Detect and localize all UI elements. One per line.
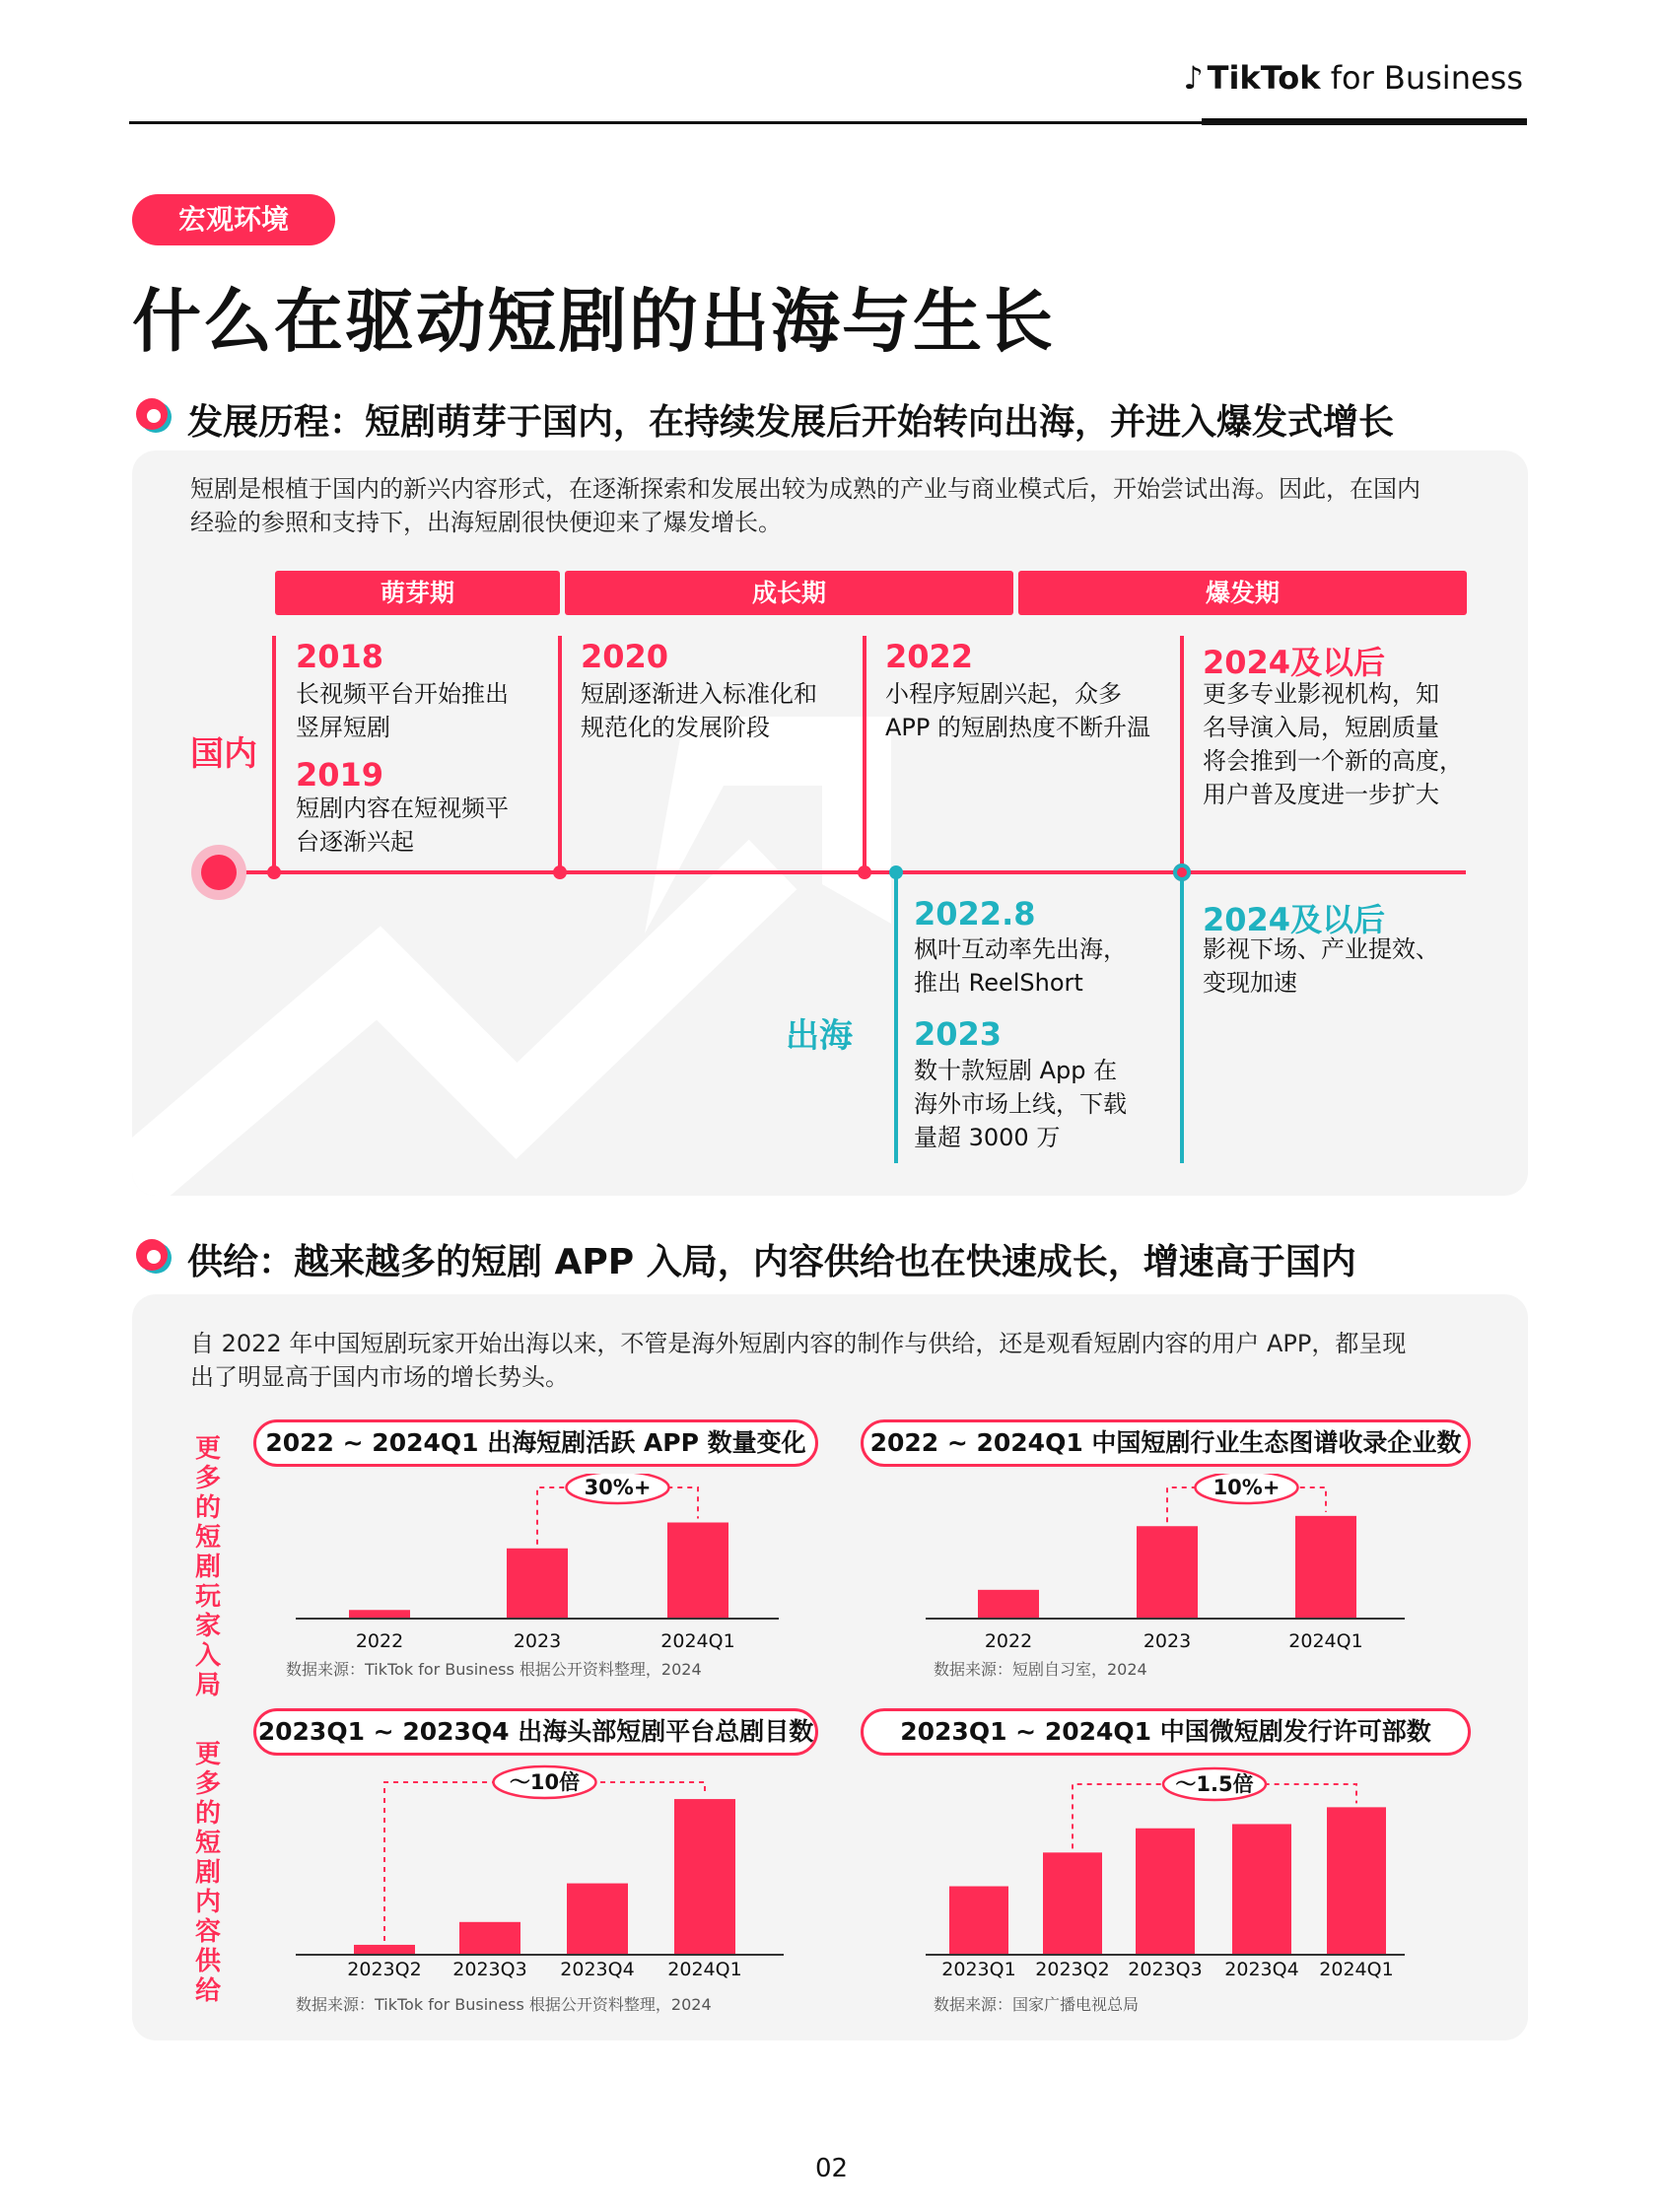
tiktok-note-icon: ♪ (1183, 59, 1204, 97)
bar (1136, 1829, 1195, 1955)
timeline-dot-overseas (889, 865, 903, 879)
chart1-source: 数据来源：TikTok for Business 根据公开资料整理，2024 (286, 1660, 702, 1679)
x-tick-label: 2023Q2 (1035, 1959, 1110, 1979)
growth-annotation: ～10倍 (509, 1770, 581, 1794)
domestic-year: 2020 (581, 638, 669, 675)
chart3-source: 数据来源：TikTok for Business 根据公开资料整理，2024 (296, 1995, 712, 2014)
bar (1327, 1807, 1386, 1955)
domestic-year: 2019 (296, 756, 384, 794)
section1-heading: 发展历程：短剧萌芽于国内，在持续发展后开始转向出海，并进入爆发式增长 (187, 402, 1395, 443)
x-tick-label: 2024Q1 (1288, 1630, 1363, 1652)
growth-annotation: 30%+ (584, 1476, 652, 1499)
overseas-desc: 数十款短剧 App 在 海外市场上线，下载 量超 3000 万 (914, 1057, 1127, 1151)
domestic-label: 国内 (190, 734, 257, 774)
timeline-tick (272, 636, 276, 872)
timeline-dot (858, 865, 871, 879)
chart3-bar-chart (291, 1764, 794, 1979)
overseas-desc: 影视下场、产业提效、 变现加速 (1203, 935, 1439, 997)
chart4-bar-chart (922, 1764, 1415, 1979)
vertical-label-players: 更 多 的 短 剧 玩 家 入 局 (194, 1434, 221, 1700)
growth-annotation: ～1.5倍 (1175, 1772, 1254, 1796)
overseas-label: 出海 (786, 1016, 853, 1056)
x-tick-label: 2023Q4 (1224, 1959, 1299, 1979)
timeline-dot (553, 865, 567, 879)
domestic-year: 2018 (296, 638, 384, 675)
chart3-title: 2023Q1 ~ 2023Q4 出海头部短剧平台总剧目数 (253, 1708, 818, 1756)
tiktok-dot-icon (132, 394, 175, 438)
x-tick-label: 2022 (355, 1630, 404, 1652)
vertical-label-content: 更 多 的 短 剧 内 容 供 给 (194, 1740, 221, 2006)
phase-growth: 成长期 (565, 571, 1013, 615)
x-tick-label: 2023Q4 (560, 1959, 635, 1979)
chart4-source: 数据来源：国家广播电视总局 (934, 1995, 1140, 2014)
phase-sprout: 萌芽期 (275, 571, 560, 615)
domestic-desc: 小程序短剧兴起，众多 APP 的短剧热度不断升温 (885, 680, 1150, 741)
header-rule-accent (1202, 118, 1527, 125)
page-number: 02 (814, 2154, 849, 2183)
domestic-desc: 更多专业影视机构，知 名导演入局，短剧质量 将会推到一个新的高度， 用户普及度进一步扩大 (1203, 680, 1463, 808)
chart4-title: 2023Q1 ~ 2024Q1 中国微短剧发行许可部数 (861, 1708, 1471, 1756)
chart2-title: 2022 ~ 2024Q1 中国短剧行业生态图谱收录企业数 (861, 1419, 1471, 1467)
x-tick-label: 2023Q2 (347, 1959, 422, 1979)
overseas-year: 2023 (914, 1015, 1003, 1053)
bar (1137, 1526, 1198, 1619)
chart1-bar-chart (286, 1474, 789, 1657)
chart1-title: 2022 ~ 2024Q1 出海短剧活跃 APP 数量变化 (253, 1419, 818, 1467)
tiktok-dot-icon (132, 1235, 175, 1279)
timeline-tick (558, 636, 562, 872)
x-tick-label: 2023Q3 (452, 1959, 527, 1979)
chart2-bar-chart (922, 1474, 1415, 1657)
bar (667, 1523, 728, 1620)
section-tag: 宏观环境 (132, 194, 335, 245)
bar (459, 1922, 520, 1955)
bar (1232, 1824, 1291, 1955)
timeline-dot-both (1173, 864, 1191, 881)
brand-logo (1183, 59, 1523, 97)
growth-bracket (384, 1782, 705, 1941)
overseas-desc: 枫叶互动率先出海， 推出 ReelShort (914, 935, 1127, 997)
overseas-year: 2022.8 (914, 895, 1036, 933)
timeline-tick (863, 636, 866, 872)
bar (978, 1590, 1039, 1619)
chart2-source: 数据来源：短剧自习室，2024 (934, 1660, 1147, 1679)
domestic-desc: 短剧内容在短视频平 台逐渐兴起 (296, 795, 509, 856)
section2-intro-line1: 自 2022 年中国短剧玩家开始出海以来，不管是海外短剧内容的制作与供给，还是观看短剧内容的用户 APP，都呈现 (190, 1330, 1407, 1357)
section1-intro-line2: 经验的参照和支持下，出海短剧很快便迎来了爆发增长。 (190, 509, 782, 536)
x-tick-label: 2023 (1143, 1630, 1192, 1652)
x-tick-label: 2024Q1 (660, 1630, 735, 1652)
bar (507, 1549, 568, 1619)
brand-main: TikTok (1207, 59, 1321, 97)
overseas-year: 2024及以后 (1203, 901, 1386, 938)
x-tick-label: 2023 (513, 1630, 562, 1652)
timeline-start-dot (201, 855, 237, 890)
section2-heading: 供给：越来越多的短剧 APP 入局，内容供给也在快速成长，增速高于国内 (187, 1242, 1356, 1282)
domestic-year: 2024及以后 (1203, 644, 1386, 681)
section1-intro-line1: 短剧是根植于国内的新兴内容形式，在逐渐探索和发展出较为成熟的产业与商业模式后，开始尝试出海。因此，在国内 (190, 475, 1420, 503)
timeline-tick (1180, 636, 1184, 872)
timeline-axis (195, 870, 1466, 874)
x-tick-label: 2024Q1 (667, 1959, 742, 1979)
x-tick-label: 2023Q1 (941, 1959, 1016, 1979)
page-title: 什么在驱动短剧的出海与生长 (132, 281, 1055, 362)
bar (674, 1799, 735, 1955)
domestic-year: 2022 (885, 638, 974, 675)
domestic-desc: 短剧逐渐进入标准化和 规范化的发展阶段 (581, 680, 817, 741)
bar (949, 1887, 1008, 1955)
bar (354, 1945, 415, 1955)
x-tick-label: 2024Q1 (1319, 1959, 1394, 1979)
x-tick-label: 2023Q3 (1128, 1959, 1203, 1979)
bar (567, 1884, 628, 1955)
bar (1043, 1852, 1102, 1955)
section2-intro-line2: 出了明显高于国内市场的增长势头。 (190, 1363, 569, 1391)
phase-boom: 爆发期 (1018, 571, 1467, 615)
x-tick-label: 2022 (984, 1630, 1033, 1652)
timeline-dot (267, 865, 281, 879)
timeline-tick-overseas (894, 872, 898, 1163)
bar (349, 1610, 410, 1619)
growth-annotation: 10%+ (1213, 1476, 1281, 1499)
timeline-tick-overseas (1180, 872, 1184, 1163)
domestic-desc: 长视频平台开始推出 竖屏短剧 (296, 680, 509, 741)
brand-suffix: for Business (1330, 59, 1523, 97)
bar (1295, 1516, 1356, 1619)
